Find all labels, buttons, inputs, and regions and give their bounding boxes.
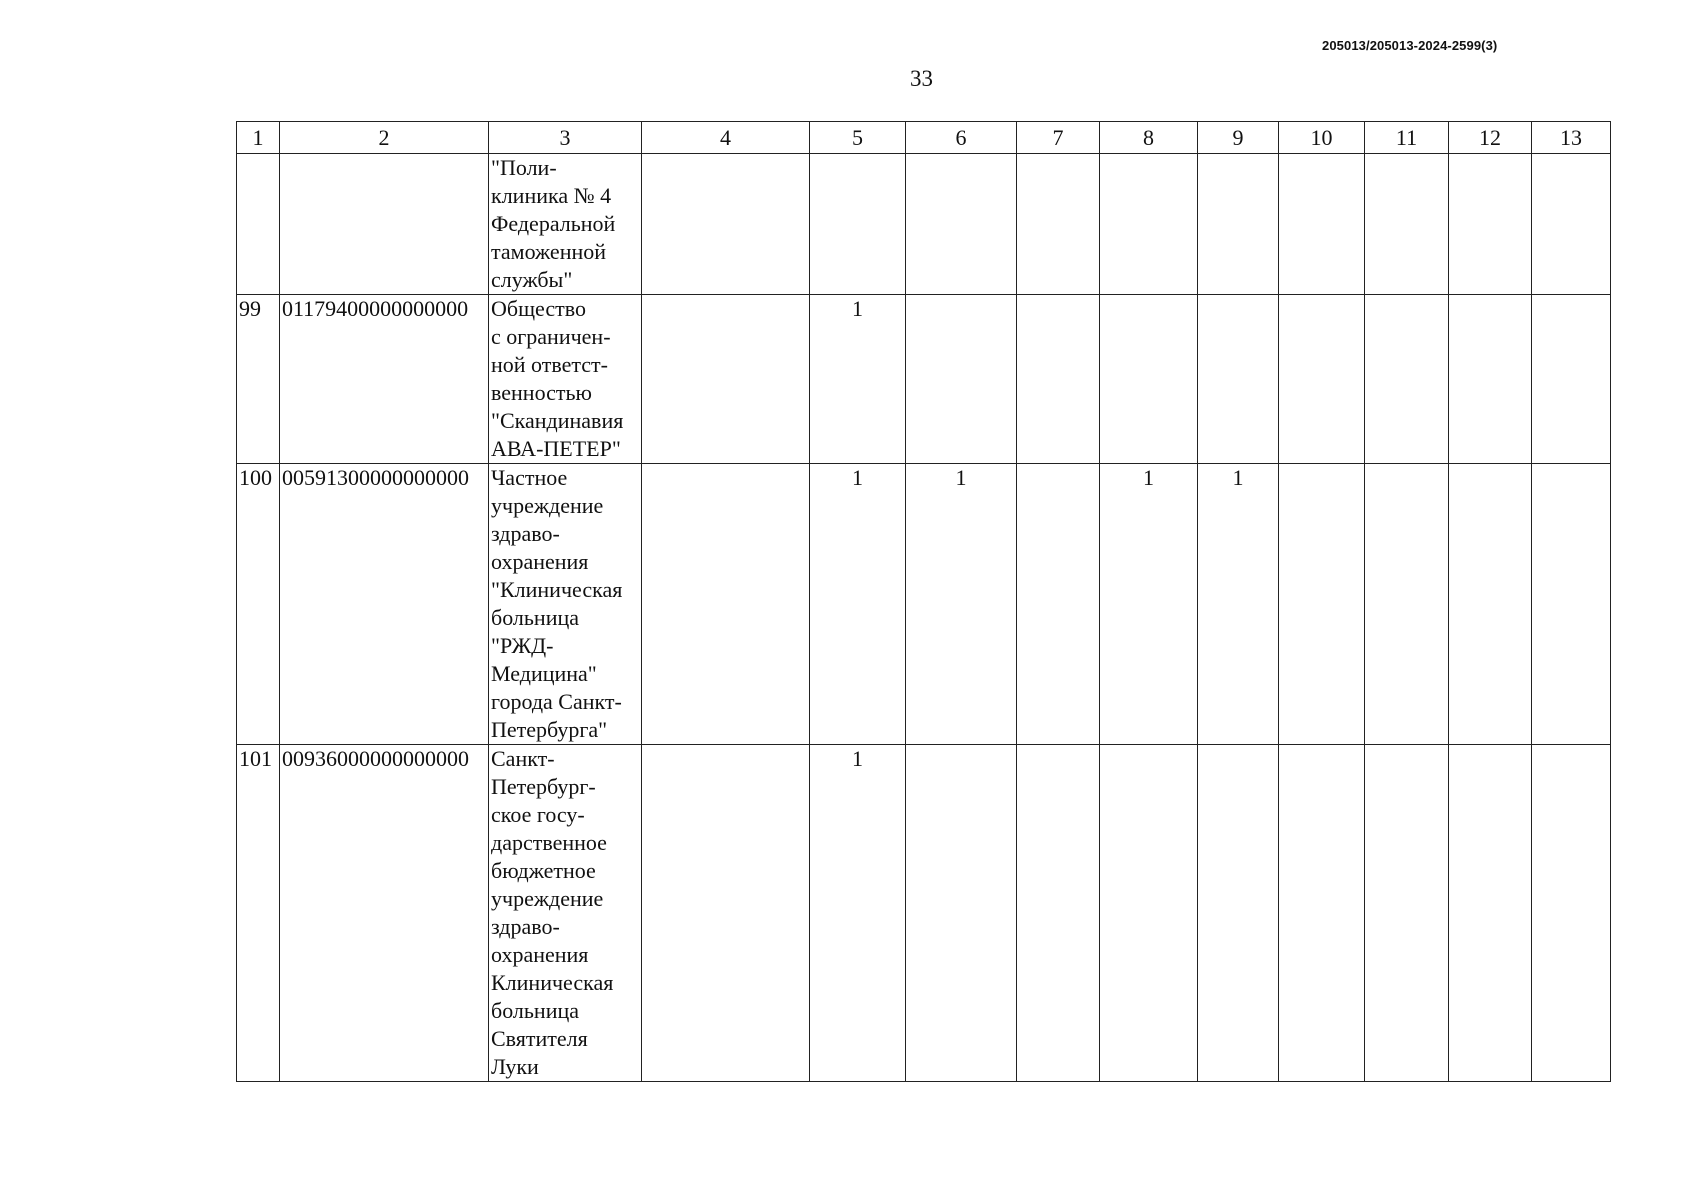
value-cell-col10 [1279,745,1365,1082]
value-cell-col13 [1532,464,1611,745]
table-row [237,295,1611,464]
value-cell-col8: 1 [1100,464,1198,745]
value-cell-col5: 1 [810,464,906,745]
registry-code-cell: 00591300000000000 [280,464,489,745]
value-cell-col6 [906,154,1017,295]
value-cell-col12 [1449,154,1532,295]
table-row [237,745,1611,1082]
table-row [237,464,1611,745]
value-cell-col10 [1279,295,1365,464]
value-cell-col6 [906,295,1017,464]
value-cell-col4 [642,745,810,1082]
column-number-header-row [237,122,1611,154]
value-cell-col9 [1198,745,1279,1082]
value-cell-col5: 1 [810,745,906,1082]
value-cell-col8 [1100,745,1198,1082]
value-cell-col7 [1017,154,1100,295]
value-cell-col4 [642,464,810,745]
column-header: 12 [1449,122,1532,154]
organization-name-cell: Частное учреждение здраво- охранения "Клиническая больница "РЖД- Медицина" города Санкт- Петербурга" [489,464,642,745]
value-cell-col12 [1449,464,1532,745]
value-cell-col11 [1365,745,1449,1082]
column-header: 2 [280,122,489,154]
value-cell-col7 [1017,295,1100,464]
column-header: 1 [237,122,280,154]
value-cell-col12 [1449,295,1532,464]
row-number-cell: 100 [237,464,280,745]
organization-name-cell: Санкт- Петербург- ское госу- дарственное бюджетное учреждение здраво- охранения Клиническая больница Святителя Луки [489,745,642,1082]
value-cell-col6: 1 [906,464,1017,745]
column-header: 4 [642,122,810,154]
value-cell-col10 [1279,154,1365,295]
row-number-cell: 101 [237,745,280,1082]
value-cell-col5: 1 [810,295,906,464]
organization-name-cell: "Поли- клиника № 4 Федеральной таможенной службы" [489,154,642,295]
page-number: 33 [910,66,933,91]
table-row-continuation [237,154,1611,295]
row-number-cell [237,154,280,295]
column-header: 8 [1100,122,1198,154]
registry-code-cell [280,154,489,295]
value-cell-col4 [642,154,810,295]
value-cell-col13 [1532,745,1611,1082]
value-cell-col13 [1532,154,1611,295]
document-registration-number: 205013/205013-2024-2599(3) [1322,38,1498,53]
value-cell-col12 [1449,745,1532,1082]
value-cell-col7 [1017,464,1100,745]
value-cell-col9 [1198,154,1279,295]
value-cell-col5 [810,154,906,295]
column-header: 9 [1198,122,1279,154]
organization-name-cell: Общество с ограничен- ной ответст- венностью "Скандинавия АВА-ПЕТЕР" [489,295,642,464]
registry-table [236,121,1611,1082]
value-cell-col4 [642,295,810,464]
value-cell-col13 [1532,295,1611,464]
column-header: 13 [1532,122,1611,154]
value-cell-col7 [1017,745,1100,1082]
column-header: 5 [810,122,906,154]
value-cell-col8 [1100,154,1198,295]
column-header: 6 [906,122,1017,154]
value-cell-col9: 1 [1198,464,1279,745]
registry-code-cell: 01179400000000000 [280,295,489,464]
column-header: 10 [1279,122,1365,154]
column-header: 3 [489,122,642,154]
value-cell-col11 [1365,295,1449,464]
value-cell-col10 [1279,464,1365,745]
row-number-cell: 99 [237,295,280,464]
column-header: 11 [1365,122,1449,154]
column-header: 7 [1017,122,1100,154]
registry-code-cell: 00936000000000000 [280,745,489,1082]
value-cell-col11 [1365,154,1449,295]
value-cell-col9 [1198,295,1279,464]
value-cell-col8 [1100,295,1198,464]
value-cell-col11 [1365,464,1449,745]
value-cell-col6 [906,745,1017,1082]
